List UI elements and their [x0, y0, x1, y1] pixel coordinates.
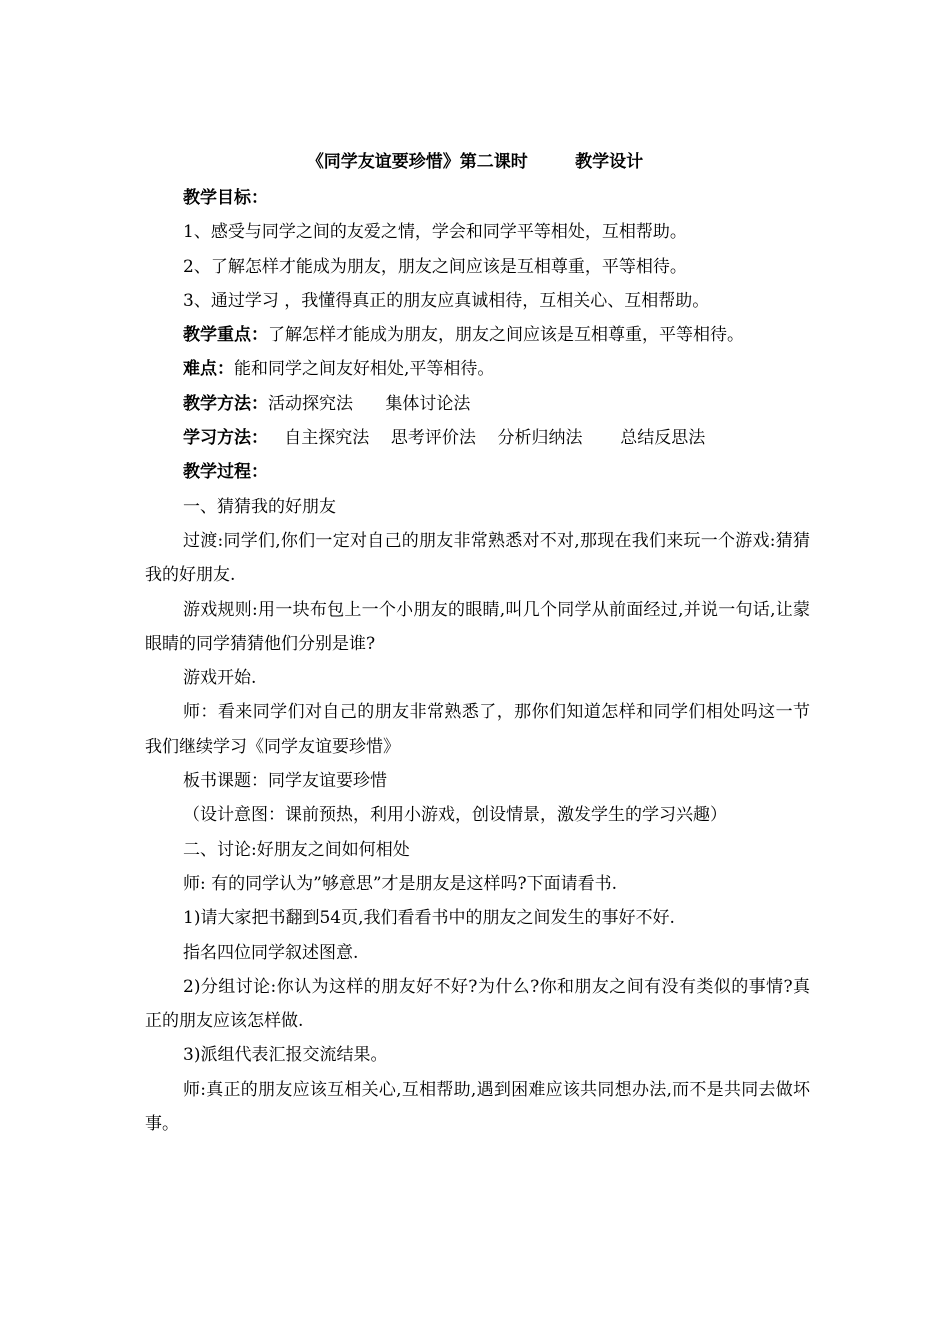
process-paragraph: 师: 有的同学认为”够意思”才是朋友是这样吗?下面请看书. — [183, 873, 618, 894]
document-title: 《同学友谊要珍惜》第二课时 教学设计 — [306, 152, 644, 172]
objective-item: 1、感受与同学之间的友爱之情，学会和同学平等相处，互相帮助。 — [183, 222, 687, 243]
process-paragraph: 师:真正的朋友应该互相关心,互相帮助,遇到困难应该共同想办法,而不是共同去做坏事。 — [145, 1079, 810, 1135]
key-point-text: 了解怎样才能成为朋友，朋友之间应该是互相尊重，平等相待。 — [268, 325, 744, 346]
process-paragraph: （设计意图：课前预热，利用小游戏，创设情景，激发学生的学习兴趣） — [183, 805, 727, 826]
teaching-methods-paragraph — [145, 387, 810, 421]
document-body — [145, 181, 810, 1141]
process-paragraph: 指名四位同学叙述图意. — [183, 942, 359, 963]
key-point-paragraph — [145, 318, 810, 352]
difficulty-text: 能和同学之间友好相处,平等相待。 — [234, 359, 495, 380]
key-point-label: 教学重点： — [183, 325, 268, 346]
process-paragraph: 3)派组代表汇报交流结果。 — [183, 1045, 388, 1066]
process-paragraph: 游戏开始. — [183, 668, 257, 689]
difficulty-paragraph — [145, 352, 810, 386]
process-section-heading: 二、讨论:好朋友之间如何相处 — [183, 839, 410, 860]
process-heading: 教学过程： — [183, 462, 268, 483]
learning-methods-label: 学习方法： — [183, 428, 268, 449]
teaching-methods-label: 教学方法： — [183, 393, 268, 414]
objectives-heading: 教学目标： — [183, 188, 268, 208]
process-paragraph: 板书课题：同学友谊要珍惜 — [183, 771, 387, 792]
process-paragraph: 游戏规则:用一块布包上一个小朋友的眼睛,叫几个同学从前面经过,并说一句话,让蒙眼睛的同学猜猜他们分别是谁? — [145, 599, 810, 654]
objective-item: 3、通过学习 ，我懂得真正的朋友应真诚相待，互相关心、互相帮助。 — [183, 290, 710, 311]
process-paragraph: 过渡:同学们,你们一定对自己的朋友非常熟悉对不对,那现在我们来玩一个游戏:猜猜我的好朋友. — [145, 530, 810, 586]
process-paragraph: 师：看来同学们对自己的朋友非常熟悉了，那你们知道怎样和同学们相处吗这一节我们继续学习《同学友谊要珍惜》 — [145, 702, 810, 757]
learning-methods-paragraph — [145, 421, 810, 455]
difficulty-label: 难点： — [183, 359, 234, 380]
process-paragraph: 2)分组讨论:你认为这样的朋友好不好?为什么?你和朋友之间有没有类似的事情?真正的朋友应该怎样做. — [145, 976, 810, 1032]
teaching-methods-text: 活动探究法 集体讨论法 — [268, 393, 471, 414]
process-section-heading: 一、猜猜我的好朋友 — [183, 496, 336, 517]
process-paragraph: 1)请大家把书翻到54页,我们看看书中的朋友之间发生的事好不好. — [183, 908, 675, 929]
objective-item: 2、了解怎样才能成为朋友，朋友之间应该是互相尊重，平等相待。 — [183, 256, 687, 277]
learning-methods-text: 自主探究法 思考评价法 分析归纳法 总结反思法 — [268, 428, 706, 449]
